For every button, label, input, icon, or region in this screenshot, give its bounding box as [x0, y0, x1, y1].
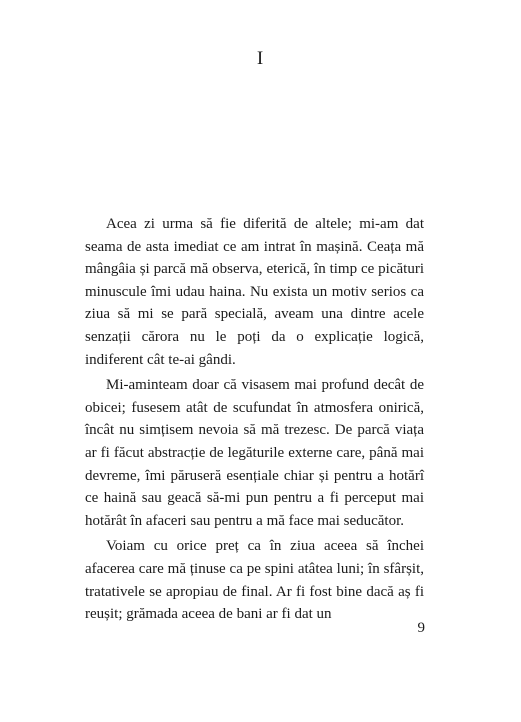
body-text — [85, 213, 424, 629]
paragraph: Mi-aminteam doar că visasem mai profund decât de obicei; fusesem atât de scufundat în atmosfera onirică, încât nu simțisem nevoia să mă trezesc. De parcă viața ar fi făcut abstracție de legăturile externe care, până mai devreme, îmi păruseră esențiale chiar și pentru a hotărî ce haină sau geacă să-mi pun pentru a fi perceput mai hotărât în afaceri sau pentru a mă face mai seducător. — [85, 377, 424, 529]
paragraph: Voiam cu orice preț ca în ziua aceea să închei afacerea care mă ținuse ca pe spini atâtea luni; în sfârșit, tratativele se apropiau de final. Ar fi fost bine dacă aș fi reușit; grămada aceea de bani ar fi dat un — [85, 538, 424, 623]
paragraph: Acea zi urma să fie diferită de altele; mi-am dat seama de asta imediat ce am intrat în mașină. Ceața mă mângâia și parcă mă observa, eterică, în timp ce picături minuscule îmi udau haina. Nu exista un motiv serios ca ziua să mi se pară specială, aveam una dintre acele senzații cărora nu le poți da o explicație logică, indiferent cât te-ai gândi. — [85, 216, 424, 368]
chapter-number: I — [256, 48, 265, 69]
page-number: 9 — [417, 620, 425, 636]
